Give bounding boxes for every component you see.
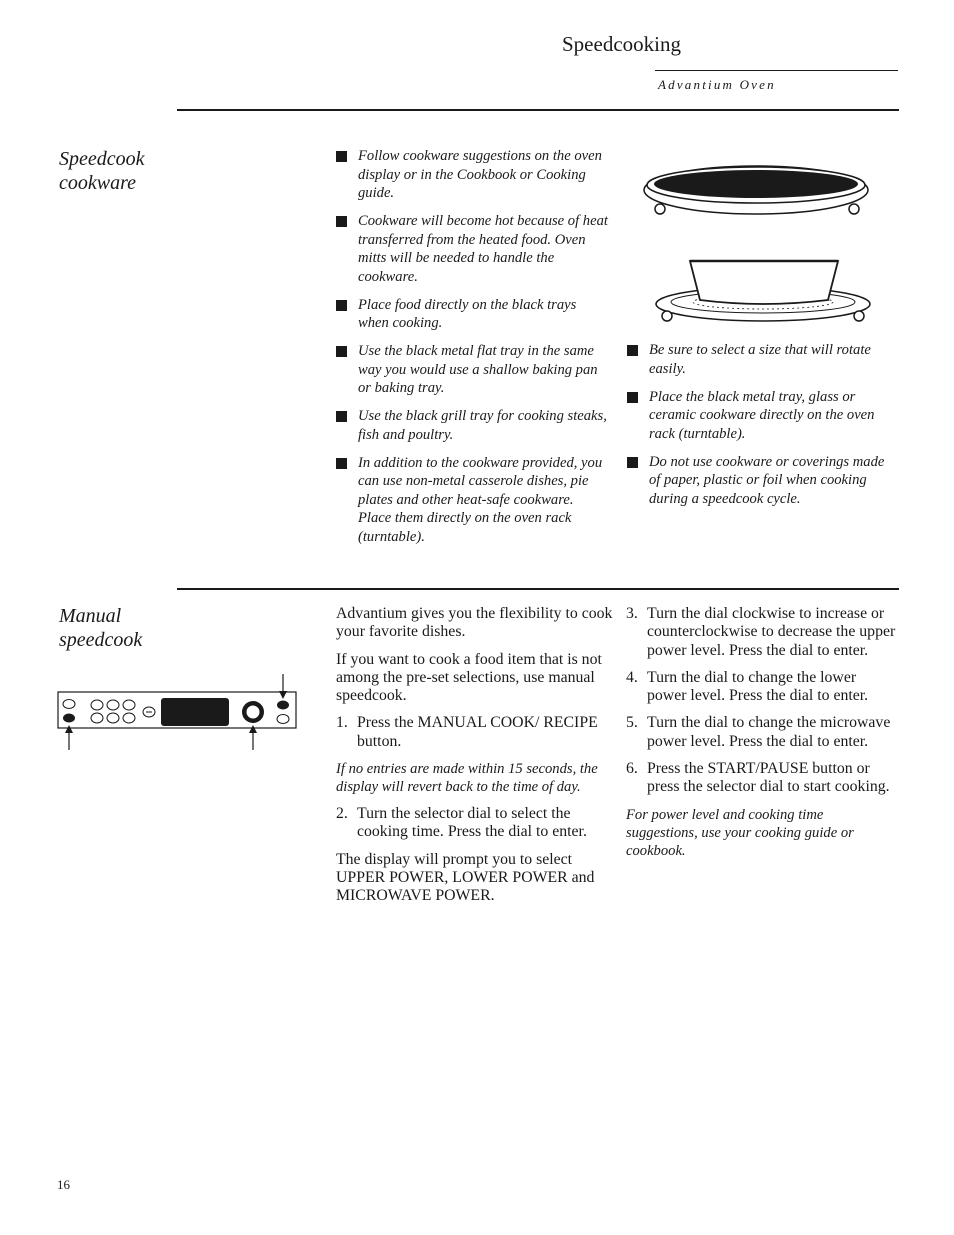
bullet-text: Follow cookware suggestions on the oven display or in the Cookbook or Cooking guide. [358,148,602,201]
step-note: The display will prompt you to select UPPER POWER, LOWER POWER and MICROWAVE POWER. [336,850,595,905]
control-panel-illustration [54,672,302,752]
step-text: Press the MANUAL COOK/ RECIPE button. [357,714,598,750]
step-text: Turn the dial to change the lower power level. Press the dial to enter. [647,668,869,705]
bullet-text: Do not use cookware or coverings made of paper, plastic or foil when cooking during a speedcook cycle. [649,453,885,507]
bullet-item [336,212,610,286]
bullet-item [336,342,610,398]
bullet-item [336,296,610,333]
cookware-bullets-right [627,341,899,518]
bullet-square-icon [627,392,638,403]
step-number: 3. [626,605,638,622]
bullet-square-icon [336,458,347,469]
bullet-square-icon [336,346,347,357]
step-number: 5. [626,714,638,732]
section-title-line: Manual [59,605,122,627]
step-text: Turn the selector dial to select the cooking time. Press the dial to enter. [357,805,587,841]
bullet-square-icon [336,300,347,311]
step-item [626,669,898,706]
bullet-item [627,388,899,444]
section-title-line: cookware [59,172,137,194]
page-title: Speedcooking [562,32,681,56]
step-number: 2. [336,805,348,823]
step-number: 4. [626,668,638,686]
bullet-text: Be sure to select a size that will rotate easily. [649,342,871,377]
bullet-item [627,341,899,378]
step-text: Press the START/PAUSE button or press the selector dial to start cooking. [647,760,890,796]
manual-left-column [336,605,616,915]
step-text: Turn the dial clockwise to increase or counterclockwise to decrease the upper power level. Press the dial to enter. [647,605,896,659]
bullet-item [336,147,610,203]
cookware-bullets-left [336,147,610,556]
bullet-square-icon [627,345,638,356]
section-divider-top [177,109,899,111]
bullet-text: Cookware will become hot because of heat transferred from the heated food. Oven mitts will be needed to handle the cookware. [358,213,608,285]
bullet-text: Place the black metal tray, glass or ceramic cookware directly on the oven rack (turntable). [649,388,875,442]
step-item [626,714,898,751]
page-subtitle: Advantium Oven [658,77,776,92]
bullet-square-icon [336,411,347,422]
step-note: If no entries are made within 15 seconds, the display will revert back to the time of day. [336,761,598,796]
bullet-text: Place food directly on the black trays when cooking. [358,296,577,331]
step-text: Turn the dial to change the microwave power level. Press the dial to enter. [647,714,891,750]
step-item [626,760,898,797]
section-title-line: speedcook [59,629,143,651]
flat-tray-illustration [640,160,880,220]
intro-paragraph: Advantium gives you the flexibility to cook your favorite dishes. [336,605,613,641]
bullet-item [336,454,610,547]
section-divider-middle [177,588,899,590]
bullet-square-icon [336,216,347,227]
step-number: 1. [336,714,348,732]
intro-paragraph: If you want to cook a food item that is not among the pre-set selections, use manual speedcook. [336,650,602,705]
manual-right-column [626,605,898,869]
step-item [336,714,616,751]
section-title-line: Speedcook [59,148,145,170]
bullet-text: Use the black grill tray for cooking steaks, fish and poultry. [358,408,607,443]
section-title-cookware [59,147,145,195]
closing-note: For power level and cooking time suggestions, use your cooking guide or cookbook. [626,806,854,859]
page-number: 16 [57,1177,70,1192]
step-number: 6. [626,760,638,778]
header-divider [655,70,898,71]
section-title-manual [59,604,142,652]
casserole-dish-illustration [650,256,880,328]
bullet-text: In addition to the cookware provided, you can use non-metal casserole dishes, pie plates and other heat-safe cookware. Place them directly on the oven rack (turntable). [358,454,603,545]
bullet-text: Use the black metal flat tray in the same way you would use a shallow baking pan or baking tray. [358,343,598,396]
bullet-item [627,453,899,509]
bullet-square-icon [627,457,638,468]
bullet-square-icon [336,151,347,162]
bullet-item [336,407,610,444]
step-item [336,805,616,842]
step-item [626,605,898,660]
